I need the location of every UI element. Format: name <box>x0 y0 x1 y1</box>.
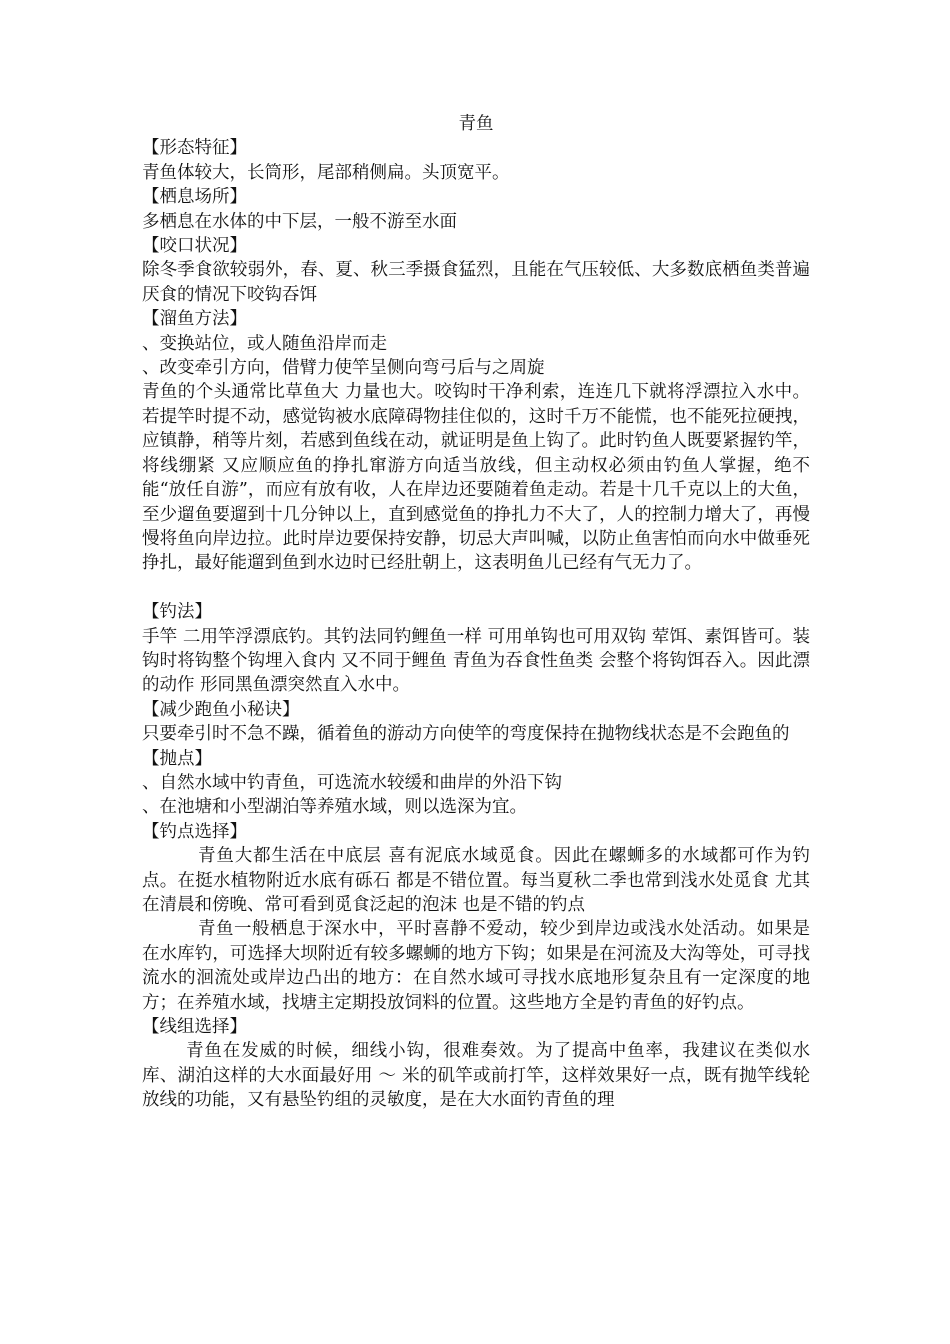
section-heading-line: 【线组选择】 <box>142 1017 247 1038</box>
bite-text: 除冬季食欲较弱外，春、夏、秋三季摄食猛烈，且能在气压较低、大多数底栖鱼类普遍厌食的情况下咬钩吞饵 <box>142 260 810 305</box>
spot-paragraph: 青鱼一般栖息于深水中，平时喜静不爱动，较少到岸边或浅水处活动。如果是在水库钓，可选择大坝附近有较多螺蛳的地方下钩；如果是在河流及大沟等处，可寻找流水的洄流处或岸边凸出的地方：在自然水域可寻找水底地形复杂且有一定深度的地方；在养殖水域，找塘主定期投放饲料的位置。这些地方全是钓青鱼的好钓点。 <box>142 919 810 1013</box>
section-heading-spot: 【钓点选择】 <box>142 821 247 842</box>
section-heading-habitat: 【栖息场所】 <box>142 187 247 208</box>
habitat-text: 多栖息在水体的中下层，一般不游至水面 <box>142 211 457 232</box>
section-heading-walking: 【溜鱼方法】 <box>142 309 247 330</box>
section-heading-morphology: 【形态特征】 <box>142 138 247 159</box>
spot-paragraph: 青鱼大都生活在中底层 喜有泥底水域觅食。因此在螺蛳多的水域都可作为钓点。在挺水植物附近水底有砾石 都是不错位置。每当夏秋二季也常到浅水处觅食 尤其在清晨和傍晚、常可看到觅食泛起的泡沫 也是不错的钓点 <box>142 846 810 915</box>
line-text: 青鱼在发威的时候，细线小钩，很难奏效。为了提高中鱼率，我建议在类似水库、湖泊这样的大水面最好用 ～ 米的矶竿或前打竿，这样效果好一点，既有抛竿线轮放线的功能，又有悬坠钓组的灵敏度，是在大水面钓青鱼的理 <box>142 1041 810 1111</box>
method-text: 手竿 二用竿浮漂底钓。其钓法同钓鲤鱼一样 可用单钩也可用双钩 荤饵、素饵皆可。装钩时将钩整个钩埋入食内 又不同于鲤鱼 青鱼为吞食性鱼类 会整个将钩饵吞入。因此漂的动作 形同黑鱼漂突然直入水中。 <box>142 626 810 696</box>
section-heading-tips: 【减少跑鱼小秘诀】 <box>142 699 300 720</box>
tips-text: 只要牵引时不急不躁，循着鱼的游动方向使竿的弯度保持在抛物线状态是不会跑鱼的 <box>142 724 790 745</box>
walking-text: 青鱼的个头通常比草鱼大 力量也大。咬钩时干净利索，连连几下就将浮漂拉入水中。若提竿时提不动，感觉钩被水底障碍物挂住似的，这时千万不能慌，也不能死拉硬拽，应镇静，稍等片刻，若感到鱼线在动，就证明是鱼上钩了。此时钓鱼人既要紧握钓竿，将线绷紧 又应顺应鱼的挣扎窜游方向适当放线，但主动权必须由钓鱼人掌握，绝不能“放任自游”，而应有放有收，人在岸边还要随着鱼走动。若是十几千克以上的大鱼，至少遛鱼要遛到十几分钟以上，直到感觉鱼的挣扎力不大了，人的控制力增大了，再慢慢将鱼向岸边拉。此时岸边要保持安静，切忌大声叫喊，以防止鱼害怕而向水中做垂死挣扎，最好能遛到鱼到水边时已经肚朝上，这表明鱼儿已经有气无力了。 <box>142 382 810 574</box>
section-heading-casting: 【抛点】 <box>142 748 212 769</box>
walking-list-item: 、改变牵引方向，借臂力使竿呈侧向弯弓后与之周旋 <box>142 358 545 379</box>
blank-line <box>142 576 810 600</box>
casting-list-item: 、自然水域中钓青鱼，可选流水较缓和曲岸的外沿下钩 <box>142 772 562 793</box>
document-title: 青鱼 <box>458 114 494 134</box>
morphology-text: 青鱼体较大，长筒形，尾部稍侧扁。头顶宽平。 <box>142 162 510 183</box>
walking-list-item: 、变换站位，或人随鱼沿岸而走 <box>142 333 387 354</box>
section-heading-method: 【钓法】 <box>142 602 212 623</box>
casting-list-item: 、在池塘和小型湖泊等养殖水域，则以选深为宜。 <box>142 797 527 818</box>
document-page <box>142 112 810 1113</box>
section-heading-bite: 【咬口状况】 <box>142 236 247 257</box>
